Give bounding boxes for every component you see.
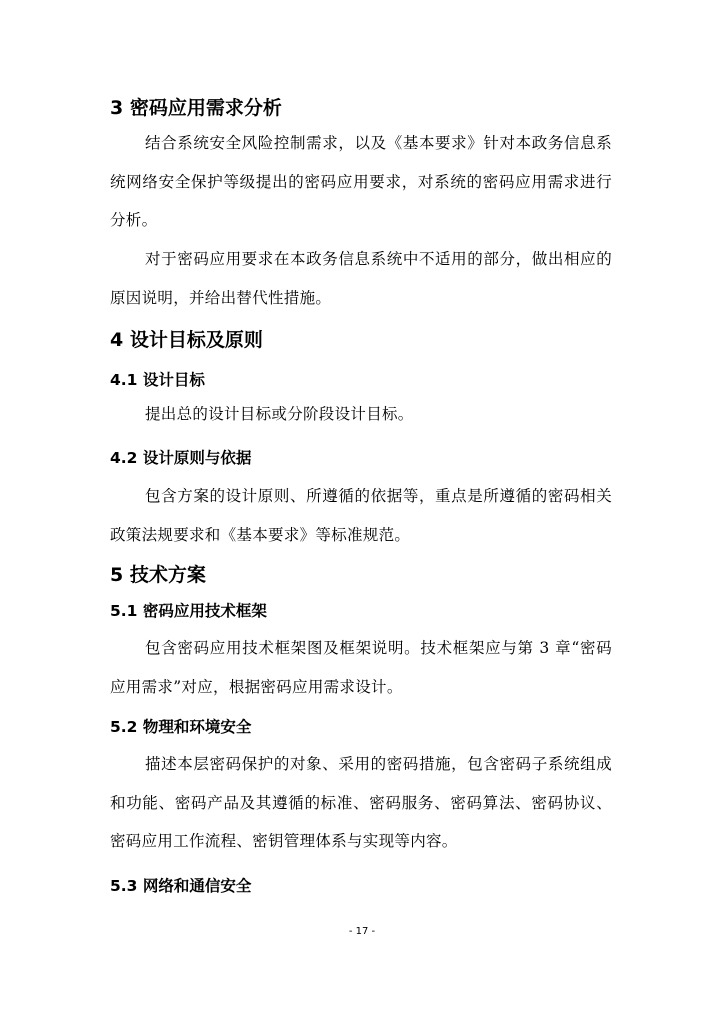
section-4-heading: 4 设计目标及原则: [110, 329, 263, 351]
section-5-3-heading: 5.3 网络和通信安全: [110, 877, 252, 895]
section-5-heading: 5 技术方案: [110, 564, 206, 586]
section-3-paragraph-2: 对于密码应用要求在本政务信息系统中不适用的部分，做出相应的原因说明，并给出替代性措施。: [110, 250, 612, 307]
page-number: - 17 -: [348, 926, 376, 937]
section-5-2-heading: 5.2 物理和环境安全: [110, 718, 252, 736]
section-4-2-heading: 4.2 设计原则与依据: [110, 449, 252, 467]
section-3-heading: 3 密码应用需求分析: [110, 97, 282, 119]
section-5-1-paragraph: 包含密码应用技术框架图及框架说明。技术框架应与第 3 章“密码应用需求”对应，根据密码应用需求设计。: [110, 639, 612, 696]
section-3-paragraph-1: 结合系统安全风险控制需求，以及《基本要求》针对本政务信息系统网络安全保护等级提出的密码应用要求，对系统的密码应用需求进行分析。: [110, 134, 612, 229]
section-4-1-paragraph: 提出总的设计目标或分阶段设计目标。: [145, 405, 414, 423]
section-5-1-heading: 5.1 密码应用技术框架: [110, 602, 267, 620]
section-4-1-heading: 4.1 设计目标: [110, 371, 205, 389]
section-4-2-paragraph: 包含方案的设计原则、所遵循的依据等，重点是所遵循的密码相关政策法规要求和《基本要求》等标准规范。: [110, 487, 612, 544]
section-5-2-paragraph: 描述本层密码保护的对象、采用的密码措施，包含密码子系统组成和功能、密码产品及其遵循的标准、密码服务、密码算法、密码协议、密码应用工作流程、密钥管理体系与实现等内容。: [110, 755, 612, 850]
